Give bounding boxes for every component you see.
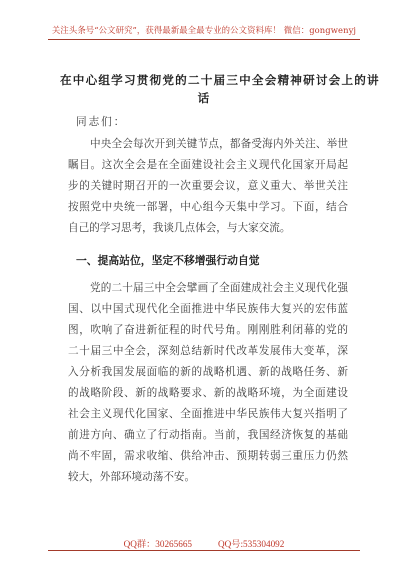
header-banner: 关注头条号“公文研究”，获得最新最全最专业的公文资料库！ 微信：gongwenyj xyxy=(51,25,357,35)
footer-divider xyxy=(48,550,360,551)
footer xyxy=(0,536,408,550)
document-title-line-1: 在中心组学习贯彻党的二十届三中全会精神研讨会上的讲 xyxy=(60,73,380,87)
paragraph-2-line: 尚不牢固，需求收缩、供给冲击、预期转弱三重压力仍然 xyxy=(68,450,348,462)
paragraph-2-line: 图，吹响了奋进新征程的时代号角。刚刚胜利闭幕的党的 xyxy=(68,324,348,336)
paragraph-2-line: 入分析我国发展面临的新的战略机遇、新的战略任务、新 xyxy=(68,366,348,378)
header-divider xyxy=(48,39,360,40)
footer-qq-number: QQ号:535304092 xyxy=(218,539,285,549)
salutation: 同志们： xyxy=(76,116,127,128)
paragraph-2-line: 二十届三中全会，深刻总结新时代改革发展伟大变革，深 xyxy=(68,345,348,357)
footer-qq-group: QQ群：30265665 xyxy=(123,539,193,549)
paragraph-1-line: 步的关键时期召开的一次重要会议，意义重大、举世关注 xyxy=(68,180,348,192)
paragraph-2-line: 党的二十届三中全会擘画了全面建成社会主义现代化强 xyxy=(90,282,348,294)
paragraph-2-line: 前进方向、确立了行动指南。当前，我国经济恢复的基础 xyxy=(68,429,348,441)
document-title-line-2: 话 xyxy=(197,91,211,105)
paragraph-2-line: 国、以中国式现代化全面推进中华民族伟大复兴的宏伟蓝 xyxy=(68,303,348,315)
paragraph-1-line: 自己的学习思考，我谈几点体会，与大家交流。 xyxy=(68,222,291,234)
paragraph-2-line: 的战略阶段、新的战略要求、新的战略环境，为全面建设 xyxy=(68,387,348,399)
paragraph-1-line: 按照党中央统一部署，中心组今天集中学习。下面，结合 xyxy=(68,201,348,213)
paragraph-2-line: 较大，外部环境动荡不安。 xyxy=(68,471,196,483)
paragraph-2-line: 社会主义现代化国家、全面推进中华民族伟大复兴指明了 xyxy=(68,408,348,420)
paragraph-1-line: 中央全会每次开到关键节点，都备受海内外关注、举世 xyxy=(90,138,348,150)
paragraph-1-line: 瞩目。这次全会是在全面建设社会主义现代化国家开局起 xyxy=(68,159,348,171)
section-1-heading: 一、提高站位，坚定不移增强行动自觉 xyxy=(76,254,260,267)
